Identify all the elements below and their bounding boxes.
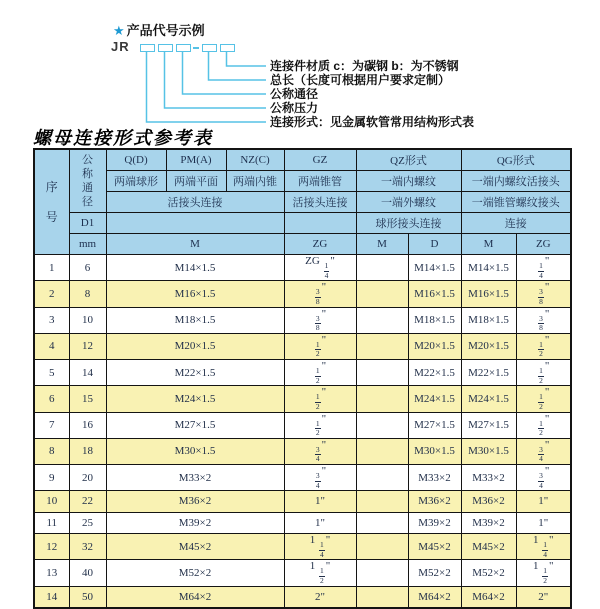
header-cell-d1: D1 xyxy=(69,213,106,234)
table-cell: $\frac{1}{2}$ " xyxy=(284,333,356,359)
table-cell: 1" xyxy=(516,512,571,533)
code-prefix: JR xyxy=(111,39,130,54)
table-cell: M36×2 xyxy=(106,491,284,512)
table-cell xyxy=(356,281,408,307)
table-cell: $\frac{1}{2}$ " xyxy=(284,386,356,412)
table-cell xyxy=(356,560,408,586)
table-cell: 10 xyxy=(69,307,106,333)
table-cell: $\frac{1}{2}$ " xyxy=(516,360,571,386)
header-cell-seq: 序号 xyxy=(34,149,69,255)
table-cell: M52×2 xyxy=(408,560,461,586)
code-box-5 xyxy=(220,44,235,52)
table-cell: $\frac{1}{2}$ " xyxy=(284,360,356,386)
table-cell: 15 xyxy=(69,386,106,412)
table-cell: 1 $\frac{1}{4}$ " xyxy=(284,534,356,560)
table-cell: $\frac{1}{2}$ " xyxy=(284,412,356,438)
legend-pressure: 公称压力 xyxy=(270,101,319,115)
legend-length: 总长（长度可根据用户要求定制） xyxy=(270,73,451,87)
code-dash xyxy=(193,47,199,49)
table-cell: M39×2 xyxy=(106,512,284,533)
legend-connection: 连接形式：见金属软管常用结构形式表 xyxy=(270,115,475,129)
table-cell: 1 $\frac{1}{2}$ " xyxy=(284,560,356,586)
header-cell: 一端内螺纹 xyxy=(356,171,461,192)
table-row xyxy=(34,491,571,512)
table-cell: 1 xyxy=(34,255,69,281)
table-cell xyxy=(356,586,408,608)
table-cell: M30×1.5 xyxy=(408,438,461,464)
table-cell: 40 xyxy=(69,560,106,586)
table-cell: M36×2 xyxy=(461,491,516,512)
header-cell: GZ xyxy=(284,149,356,171)
table-cell: 8 xyxy=(34,438,69,464)
table-cell xyxy=(356,534,408,560)
table-cell: M22×1.5 xyxy=(408,360,461,386)
nut-connection-table xyxy=(33,148,572,609)
table-cell: M39×2 xyxy=(461,512,516,533)
header-cell: 活接头连接 xyxy=(284,192,356,213)
header-cell: QG形式 xyxy=(461,149,571,171)
header-cell-mm: mm xyxy=(69,234,106,255)
header-cell xyxy=(106,213,284,234)
table-row xyxy=(34,412,571,438)
header-cell: 两端球形 xyxy=(106,171,166,192)
table-row xyxy=(34,465,571,491)
table-cell: 16 xyxy=(69,412,106,438)
header-cell: M xyxy=(461,234,516,255)
diagram-title-text: 产品代号示例 xyxy=(126,23,205,38)
header-cell: 两端内锥 xyxy=(226,171,284,192)
table-cell xyxy=(356,412,408,438)
table-row xyxy=(34,512,571,533)
product-code-diagram xyxy=(0,0,600,130)
code-box-2 xyxy=(158,44,173,52)
table-cell: 20 xyxy=(69,465,106,491)
header-cell xyxy=(284,213,356,234)
table-cell: 1" xyxy=(516,491,571,512)
table-cell: M14×1.5 xyxy=(408,255,461,281)
table-row xyxy=(34,255,571,281)
header-row-units xyxy=(34,234,571,255)
header-cell-dn: 公称通径 xyxy=(69,149,106,213)
table-cell: 2" xyxy=(516,586,571,608)
table-cell xyxy=(356,465,408,491)
header-row-ends xyxy=(34,171,571,192)
table-cell: $\frac{1}{2}$ " xyxy=(516,386,571,412)
table-cell: M14×1.5 xyxy=(106,255,284,281)
table-cell: $\frac{3}{4}$ " xyxy=(516,465,571,491)
table-cell: M45×2 xyxy=(408,534,461,560)
table-cell xyxy=(356,491,408,512)
header-cell: D xyxy=(408,234,461,255)
header-cell: 一端内螺纹活接头 xyxy=(461,171,571,192)
table-cell: 32 xyxy=(69,534,106,560)
table-cell: M52×2 xyxy=(106,560,284,586)
table-cell: 6 xyxy=(69,255,106,281)
table-cell xyxy=(356,307,408,333)
table-cell: $\frac{1}{2}$ " xyxy=(516,333,571,359)
table-cell: 4 xyxy=(34,333,69,359)
legend-diameter: 公称通径 xyxy=(270,87,319,101)
table-cell: M33×2 xyxy=(461,465,516,491)
table-cell: M18×1.5 xyxy=(408,307,461,333)
table-cell: M22×1.5 xyxy=(461,360,516,386)
header-cell: NZ(C) xyxy=(226,149,284,171)
table-cell: M20×1.5 xyxy=(106,333,284,359)
table-cell: M39×2 xyxy=(408,512,461,533)
table-cell: M45×2 xyxy=(461,534,516,560)
header-cell: PM(A) xyxy=(166,149,226,171)
header-cell: M xyxy=(356,234,408,255)
table-cell: M27×1.5 xyxy=(408,412,461,438)
table-row xyxy=(34,560,571,586)
table-cell: $\frac{3}{8}$ " xyxy=(284,307,356,333)
header-row-d1 xyxy=(34,213,571,234)
table-cell: $\frac{1}{2}$ " xyxy=(516,412,571,438)
table-cell: M14×1.5 xyxy=(461,255,516,281)
table-row xyxy=(34,360,571,386)
table-cell: M22×1.5 xyxy=(106,360,284,386)
table-cell: M45×2 xyxy=(106,534,284,560)
table-cell xyxy=(356,512,408,533)
table-cell: 1 $\frac{1}{4}$ " xyxy=(516,534,571,560)
table-cell: M16×1.5 xyxy=(106,281,284,307)
header-cell: 连接 xyxy=(461,213,571,234)
table-cell xyxy=(356,333,408,359)
table-cell xyxy=(356,386,408,412)
table-cell: M16×1.5 xyxy=(461,281,516,307)
header-cell: 活接头连接 xyxy=(106,192,284,213)
table-cell: M30×1.5 xyxy=(106,438,284,464)
table-cell: 22 xyxy=(69,491,106,512)
header-row-types xyxy=(34,149,571,171)
table-cell: 14 xyxy=(69,360,106,386)
table-cell xyxy=(356,438,408,464)
table-cell: $\frac{3}{4}$ " xyxy=(284,465,356,491)
table-cell: 13 xyxy=(34,560,69,586)
table-cell: M20×1.5 xyxy=(461,333,516,359)
table-row xyxy=(34,586,571,608)
table-cell: 14 xyxy=(34,586,69,608)
table-row xyxy=(34,307,571,333)
table-cell xyxy=(356,255,408,281)
table-cell: M30×1.5 xyxy=(461,438,516,464)
table-cell: M24×1.5 xyxy=(461,386,516,412)
table-cell: 9 xyxy=(34,465,69,491)
header-row-joint xyxy=(34,192,571,213)
code-box-4 xyxy=(202,44,217,52)
table-cell: M33×2 xyxy=(408,465,461,491)
header-cell: Q(D) xyxy=(106,149,166,171)
legend-material: 连接件材质 c：为碳钢 b：为不锈钢 xyxy=(270,59,459,73)
table-cell: M24×1.5 xyxy=(106,386,284,412)
table-cell: M20×1.5 xyxy=(408,333,461,359)
header-cell: ZG xyxy=(516,234,571,255)
table-cell: 50 xyxy=(69,586,106,608)
table-cell: M27×1.5 xyxy=(461,412,516,438)
table-row xyxy=(34,438,571,464)
header-cell: 两端锥管 xyxy=(284,171,356,192)
header-cell: 一端外螺纹 xyxy=(356,192,461,213)
table-cell: M52×2 xyxy=(461,560,516,586)
table-cell: 2 xyxy=(34,281,69,307)
header-cell: 一端锥管螺纹接头 xyxy=(461,192,571,213)
table-cell xyxy=(356,360,408,386)
star-icon: ★ xyxy=(113,23,125,38)
table-cell: $\frac{3}{4}$ " xyxy=(284,438,356,464)
table-cell: M64×2 xyxy=(106,586,284,608)
table-row xyxy=(34,534,571,560)
table-cell: M64×2 xyxy=(461,586,516,608)
code-box-3 xyxy=(176,44,191,52)
table-cell: 8 xyxy=(69,281,106,307)
code-box-1 xyxy=(140,44,155,52)
table-cell: 25 xyxy=(69,512,106,533)
table-cell: M18×1.5 xyxy=(106,307,284,333)
table-cell: $\frac{3}{8}$ " xyxy=(516,307,571,333)
table-row xyxy=(34,386,571,412)
table-cell: ZG $\frac{1}{4}$ " xyxy=(284,255,356,281)
table-cell: M64×2 xyxy=(408,586,461,608)
table-cell: 10 xyxy=(34,491,69,512)
header-cell: 两端平面 xyxy=(166,171,226,192)
table-cell: $\frac{3}{8}$ " xyxy=(284,281,356,307)
table-cell: 11 xyxy=(34,512,69,533)
table-cell: 7 xyxy=(34,412,69,438)
header-cell: 球形接头连接 xyxy=(356,213,461,234)
table-row xyxy=(34,333,571,359)
table-cell: 1 $\frac{1}{2}$ " xyxy=(516,560,571,586)
table-cell: M33×2 xyxy=(106,465,284,491)
table-cell: 1" xyxy=(284,491,356,512)
table-cell: 3 xyxy=(34,307,69,333)
table-cell: 1" xyxy=(284,512,356,533)
table-cell: $\frac{3}{8}$ " xyxy=(516,281,571,307)
diagram-title xyxy=(113,20,205,39)
table-row xyxy=(34,281,571,307)
table-cell: M24×1.5 xyxy=(408,386,461,412)
table-cell: 5 xyxy=(34,360,69,386)
header-cell: M xyxy=(106,234,284,255)
table-cell: $\frac{1}{4}$ " xyxy=(516,255,571,281)
header-cell: ZG xyxy=(284,234,356,255)
table-cell: $\frac{3}{4}$ " xyxy=(516,438,571,464)
table-cell: 6 xyxy=(34,386,69,412)
table-cell: M27×1.5 xyxy=(106,412,284,438)
table-cell: M16×1.5 xyxy=(408,281,461,307)
table-cell: 18 xyxy=(69,438,106,464)
table-cell: M36×2 xyxy=(408,491,461,512)
header-cell: QZ形式 xyxy=(356,149,461,171)
table-cell: 2" xyxy=(284,586,356,608)
table-cell: 12 xyxy=(34,534,69,560)
table-title: 螺母连接形式参考表 xyxy=(33,128,213,148)
table-cell: 12 xyxy=(69,333,106,359)
code-legend xyxy=(270,59,474,129)
table-cell: M18×1.5 xyxy=(461,307,516,333)
